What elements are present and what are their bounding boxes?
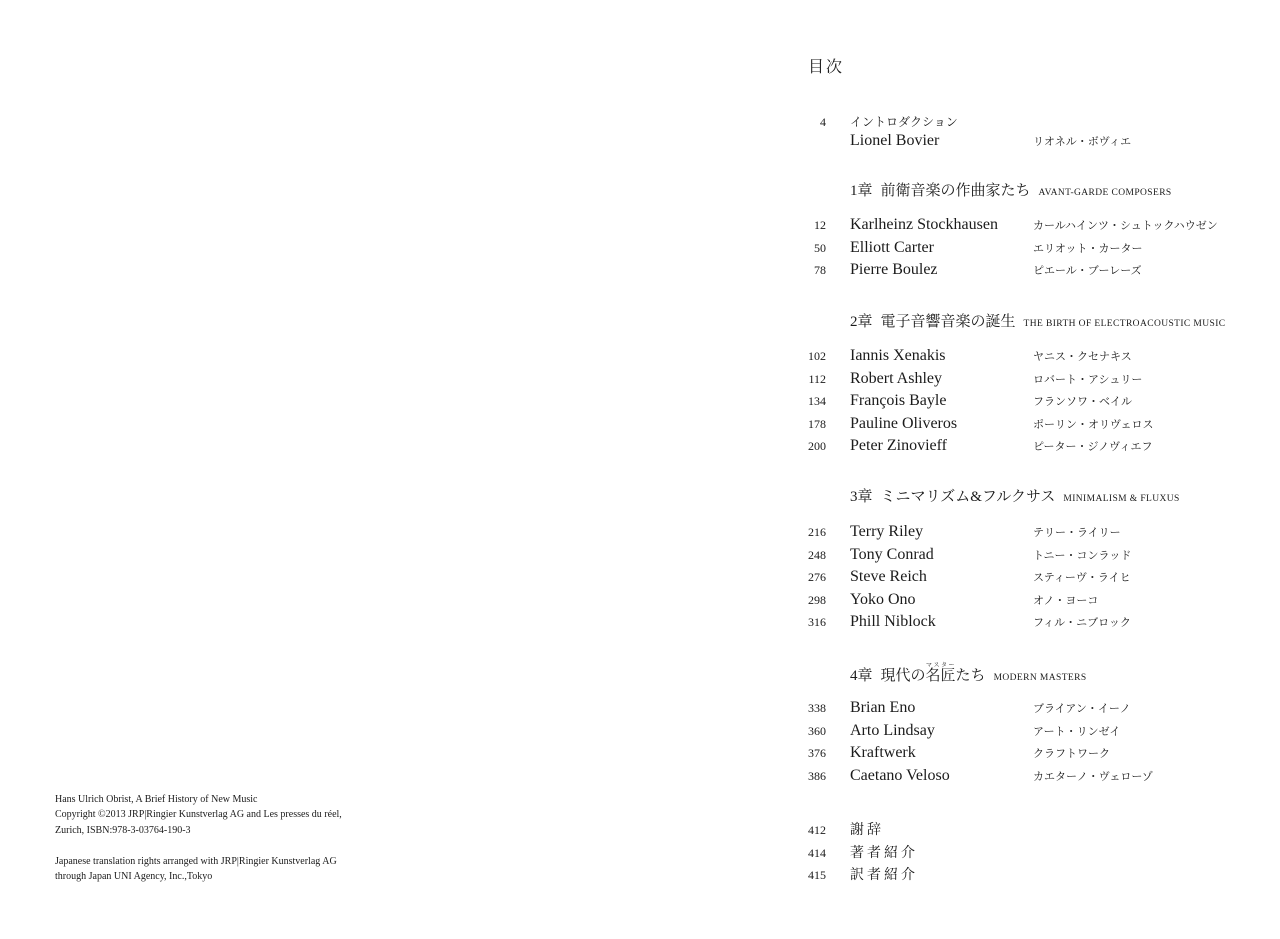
chapter-title-part: 現代の bbox=[880, 668, 926, 684]
composer-name-kana: ピーター・ジノヴィエフ bbox=[1033, 441, 1153, 453]
author-name-kana: リオネル・ボヴィエ bbox=[1033, 136, 1132, 148]
back-matter-label: 訳者紹介 bbox=[850, 868, 918, 883]
toc-entry bbox=[780, 864, 1260, 887]
composer-name: Kraftwerk bbox=[850, 744, 916, 761]
back-matter-label: 著者紹介 bbox=[850, 845, 918, 861]
toc-entry bbox=[780, 345, 1260, 368]
page-number: 360 bbox=[808, 723, 826, 738]
composer-name: Brian Eno bbox=[850, 699, 916, 716]
composer-name-kana: カエターノ・ヴェローゾ bbox=[1033, 770, 1153, 783]
toc-entry bbox=[780, 566, 1260, 589]
composer-name-kana: クラフトワーク bbox=[1033, 748, 1110, 760]
toc-entry bbox=[780, 544, 1260, 567]
toc-entry bbox=[780, 611, 1260, 634]
composer-name: Pierre Boulez bbox=[850, 261, 938, 278]
composer-name-kana: トニー・コンラッド bbox=[1033, 549, 1132, 562]
composer-name: Robert Ashley bbox=[850, 369, 942, 387]
copyright-paragraph bbox=[55, 792, 475, 838]
page-number: 78 bbox=[814, 263, 826, 277]
composer-name: François Bayle bbox=[850, 392, 947, 409]
composer-name: Peter Zinovieff bbox=[850, 437, 948, 454]
composer-name-kana: ピエール・ブーレーズ bbox=[1033, 265, 1142, 277]
composer-name-kana: テリー・ライリー bbox=[1033, 527, 1121, 539]
toc-entry bbox=[780, 720, 1260, 743]
colophon-line: through Japan UNI Agency, Inc.,Tokyo bbox=[55, 871, 213, 883]
toc-title: 目次 bbox=[808, 59, 845, 76]
back-matter-entries bbox=[780, 819, 1260, 887]
toc-entry bbox=[780, 819, 1260, 842]
page-number: 415 bbox=[808, 868, 826, 882]
chapter-title-en: MODERN MASTERS bbox=[993, 673, 1087, 683]
page-number: 216 bbox=[808, 525, 826, 539]
page-number: 50 bbox=[814, 240, 826, 255]
composer-name-kana: オノ・ヨーコ bbox=[1033, 594, 1099, 607]
toc-entry bbox=[780, 742, 1260, 765]
chapter-2-entries bbox=[780, 345, 1260, 458]
page-number: 102 bbox=[808, 349, 826, 363]
chapter-title-en: AVANT-GARDE COMPOSERS bbox=[1038, 188, 1172, 198]
page-number: 12 bbox=[814, 218, 826, 232]
chapter-title-en: THE BIRTH OF ELECTROACOUSTIC MUSIC bbox=[1023, 319, 1226, 329]
page-number: 178 bbox=[808, 416, 826, 431]
introduction-entry bbox=[780, 112, 1260, 153]
composer-name: Elliott Carter bbox=[850, 238, 934, 256]
chapter-title: ミニマリズム&フルクサス bbox=[880, 489, 1056, 505]
toc-entry bbox=[780, 765, 1260, 788]
toc-entry bbox=[780, 697, 1260, 720]
composer-name-kana: エリオット・カーター bbox=[1033, 242, 1143, 255]
page-number: 376 bbox=[808, 746, 826, 760]
rights-paragraph bbox=[55, 854, 475, 885]
colophon-line: Japanese translation rights arranged with JRP|Ringier Kunstverlag AG bbox=[55, 855, 337, 867]
chapter-number: 3章 bbox=[850, 489, 873, 505]
ruby-text: マスター bbox=[925, 663, 956, 669]
composer-name: Iannis Xenakis bbox=[850, 347, 946, 364]
composer-name: Tony Conrad bbox=[850, 545, 934, 563]
page-number: 298 bbox=[808, 592, 826, 607]
chapter-title-part: たち bbox=[955, 668, 986, 684]
toc-entry bbox=[780, 368, 1260, 391]
composer-name: Caetano Veloso bbox=[850, 766, 950, 784]
composer-name-kana: フランソワ・ベイル bbox=[1033, 396, 1132, 408]
composer-name: Pauline Oliveros bbox=[850, 414, 958, 432]
page-number: 248 bbox=[808, 547, 826, 562]
toc-entry bbox=[780, 589, 1260, 612]
toc-entry bbox=[780, 435, 1260, 458]
composer-name-kana: ヤニス・クセナキス bbox=[1033, 351, 1132, 363]
page-number: 338 bbox=[808, 701, 826, 715]
page-number: 414 bbox=[808, 845, 826, 860]
chapter-3-entries bbox=[780, 521, 1260, 634]
colophon-line: Zurich, ISBN:978-3-03764-190-3 bbox=[55, 824, 191, 836]
chapter-heading bbox=[850, 663, 1087, 685]
page-number: 112 bbox=[808, 371, 826, 386]
colophon-line: Copyright ©2013 JRP|Ringier Kunstverlag AG and Les presses du réel, bbox=[55, 809, 342, 821]
composer-name-kana: スティーヴ・ライヒ bbox=[1033, 572, 1131, 584]
composer-name-kana: ブライアン・イーノ bbox=[1033, 703, 1131, 715]
composer-name: Phill Niblock bbox=[850, 613, 936, 630]
composer-name-kana: フィル・ニブロック bbox=[1033, 617, 1131, 629]
ruby-annotation bbox=[925, 663, 956, 684]
chapter-title: 電子音響音楽の誕生 bbox=[880, 314, 1016, 330]
toc-entry bbox=[780, 214, 1260, 237]
toc-entry bbox=[780, 390, 1260, 413]
toc-entry bbox=[780, 842, 1260, 865]
composer-name-kana: ポーリン・オリヴェロス bbox=[1033, 418, 1154, 431]
chapter-title bbox=[881, 663, 986, 687]
page-number: 4 bbox=[820, 115, 826, 129]
composer-name: Arto Lindsay bbox=[850, 721, 935, 739]
chapter-number: 1章 bbox=[850, 183, 873, 199]
page-number: 412 bbox=[808, 823, 826, 837]
composer-name: Karlheinz Stockhausen bbox=[850, 216, 998, 233]
chapter-heading bbox=[850, 180, 1172, 202]
chapter-4-entries bbox=[780, 697, 1260, 787]
composer-name-kana: ロバート・アシュリー bbox=[1033, 373, 1143, 386]
composer-name: Terry Riley bbox=[850, 523, 924, 540]
composer-name: Steve Reich bbox=[850, 568, 927, 585]
colophon-line: Hans Ulrich Obrist, A Brief History of New Music bbox=[55, 794, 258, 805]
chapter-heading bbox=[850, 311, 1226, 333]
chapter-heading bbox=[850, 486, 1180, 508]
toc-entry bbox=[780, 237, 1260, 260]
page-number: 200 bbox=[808, 439, 826, 453]
page-number: 386 bbox=[808, 768, 826, 783]
ruby-base: 名匠 bbox=[925, 668, 956, 684]
composer-name-kana: アート・リンゼイ bbox=[1033, 725, 1121, 738]
colophon bbox=[55, 792, 475, 884]
toc-entry bbox=[780, 112, 1260, 130]
page-number: 316 bbox=[808, 615, 826, 629]
introduction-label: イントロダクション bbox=[850, 115, 958, 129]
toc-entry bbox=[780, 130, 1260, 153]
chapter-title-en: MINIMALISM & FLUXUS bbox=[1063, 494, 1180, 504]
composer-name-kana: カールハインツ・シュトックハウゼン bbox=[1033, 220, 1218, 232]
page-number: 276 bbox=[808, 570, 826, 584]
author-name: Lionel Bovier bbox=[850, 132, 940, 149]
chapter-title: 前衛音楽の作曲家たち bbox=[880, 183, 1031, 199]
composer-name: Yoko Ono bbox=[850, 590, 916, 608]
toc-entry bbox=[780, 259, 1260, 282]
page-number: 134 bbox=[808, 394, 826, 408]
toc-entry bbox=[780, 413, 1260, 436]
chapter-number: 4章 bbox=[850, 668, 873, 684]
chapter-1-entries bbox=[780, 214, 1260, 282]
chapter-number: 2章 bbox=[850, 314, 873, 330]
back-matter-label: 謝辞 bbox=[850, 823, 884, 838]
toc-entry bbox=[780, 521, 1260, 544]
